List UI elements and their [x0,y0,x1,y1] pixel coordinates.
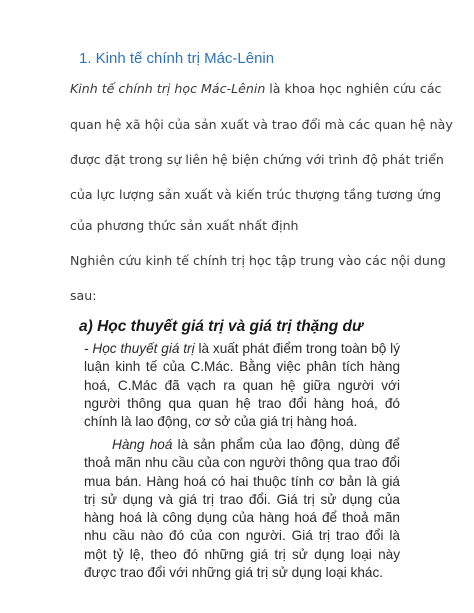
paragraph-value-theory-lead: - Học thuyết giá trị [84,341,195,356]
intro-line-2: quan hệ xã hội của sản xuất và trao đổi mà các quan hệ này [70,117,453,132]
paragraph-value-theory [84,340,400,431]
intro-line-6: Nghiên cứu kinh tế chính trị học tập trung vào các nội dung [70,253,446,268]
intro-line-1 [70,81,441,96]
intro-line-7: sau: [70,288,97,303]
paragraph-commodity [84,436,400,582]
intro-line-3: được đặt trong sự liên hệ biện chứng với trình độ phát triển [70,152,444,167]
paragraph-commodity-lead: Hàng hoá [112,437,173,452]
intro-line-4: của lực lượng sản xuất và kiến trúc thượng tầng tương ứng [70,187,442,202]
intro-line-1-rest: là khoa học nghiên cứu các [265,81,442,96]
paragraph-value-theory-text: là xuất phát điểm trong toàn bộ lý luận kinh tế của C.Mác. Bằng việc phân tích hàng hoá, C.Mác đã vạch ra quan hệ giữa người với người thông qua quan hệ trao đổi hàng hoá, đó chính là lao động, cơ sở của giá trị hàng hoá. [84,341,400,430]
intro-line-5: của phương thức sản xuất nhất định [70,218,299,233]
paragraph-commodity-text: là sản phẩm của lao động, dùng để thoả mãn nhu cầu của con người thông qua trao đổi mua bán. Hàng hoá có hai thuộc tính cơ bản là giá trị sử dụng và giá trị trao đổi. Giá trị sử dụng của hàng hoá là công dụng của hàng hoá để thoả mãn nhu cầu nào đó của con người. Giá trị trao đổi là một tỷ lệ, theo đó những giá trị sử dụng loại này được trao đổi với những giá trị sử dụng loại khác. [84,437,400,581]
section-heading-marxist-political-economy: 1. Kinh tế chính trị Mác-Lênin [79,50,275,67]
intro-term: Kinh tế chính trị học Mác-Lênin [70,81,266,96]
subsection-heading-value-theory: a) Học thuyết giá trị và giá trị thặng dư [79,318,364,335]
